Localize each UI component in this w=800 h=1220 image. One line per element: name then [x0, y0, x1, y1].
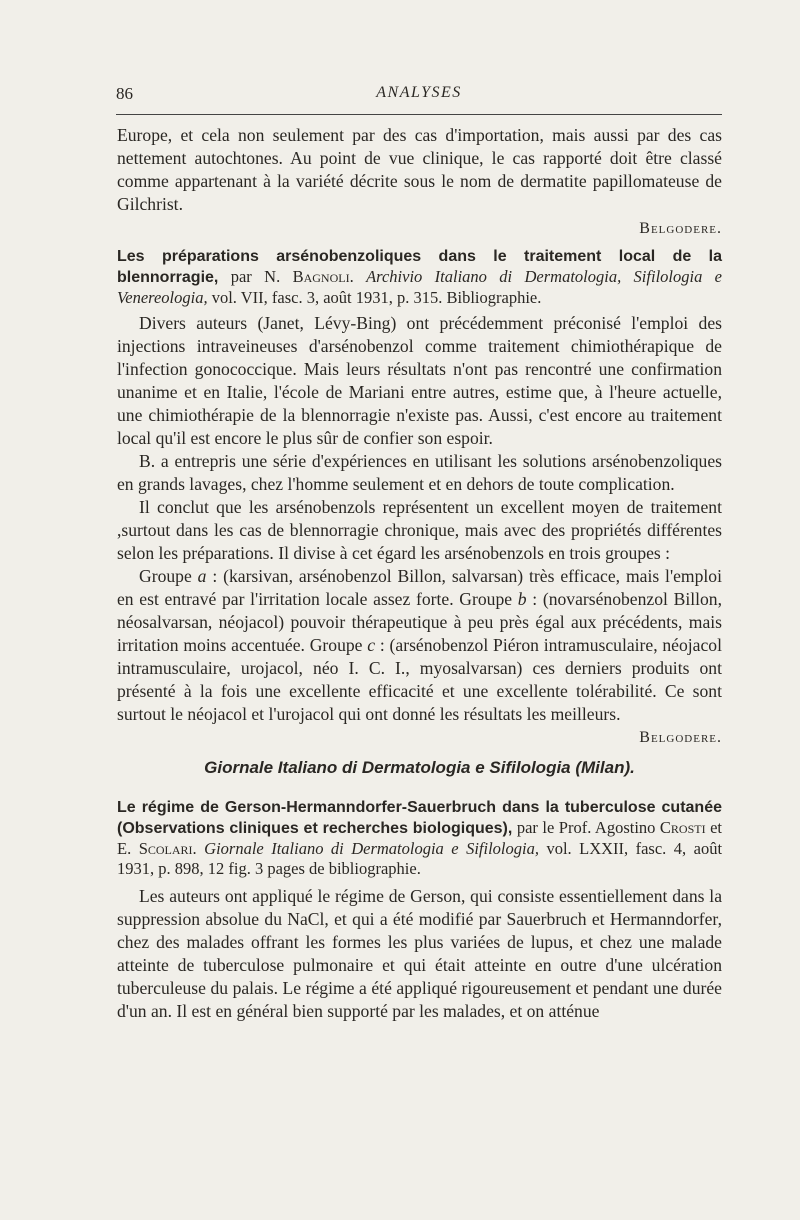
continued-paragraph: Europe, et cela non seulement par des cas d'importation, mais aussi par des cas nettement autochtones. Au point de vue clinique, le cas rapporté doit être classé comme appartenant à la variété décrite sous le nom de dermatite papillomateuse de Gilchrist. [117, 125, 722, 214]
header-rule [116, 114, 722, 115]
article-entry [117, 246, 722, 308]
body-paragraph: Il conclut que les arsénobenzols représentent un excellent moyen de traitement ,surtout dans les cas de blennorragie chronique, mais avec des propriétés différentes selon les préparations. Il divise à cet égard les arsénobenzols en trois groupes : [117, 497, 722, 563]
group-text: : (arsénobenzol Piéron intramusculaire, néojacol intramusculaire, urojacol, néo I. C. I., myosalvarsan) ces derniers produits ont présenté à la fois une excellente efficacité et une excellente tolérabilité. Ce sont surtout le néojacol et l'urojacol qui ont donné les résultats les meilleurs. [117, 635, 722, 724]
journal-name: Giornale Italiano di Dermatologia e Sifilologia, [204, 839, 539, 858]
group-letter: c [367, 635, 376, 655]
citation: vol. VII, fasc. 3, août 1931, p. 315. Bibliographie. [211, 288, 542, 307]
author-name: Bagnoli. [292, 267, 354, 286]
citation: vol. LXXII, fasc. 4, août 1931, p. 898, 12 fig. 3 pages de bibliographie. [117, 839, 723, 878]
signature: Belgodere. [639, 729, 722, 746]
article-title: Le régime de Gerson-Hermanndorfer-Sauerbruch dans la tuberculose cutanée (Observations cliniques et recherches biologiques), [117, 799, 722, 837]
body-paragraph: B. a entrepris une série d'expériences en utilisant les solutions arsénobenzoliques en grands lavages, chez l'homme seulement et en dehors de toute complication. [117, 451, 722, 494]
journal-name: Archivio Italiano di Dermatologia, Sifilologia e Venereologia, [117, 267, 723, 307]
par-text: par le Prof. Agostino [516, 818, 656, 837]
group-text: : (novarsénobenzol Billon, néosalvarsan, néojacol) pouvoir thérapeutique à peu près égal aux précédents, mais irritation moins accentuée. Groupe [117, 589, 722, 655]
article-title: Les préparations arsénobenzoliques dans le traitement local de la blennorragie, [117, 248, 722, 286]
author-name: Crosti [659, 818, 706, 837]
group-letter: a [197, 566, 207, 586]
author-name: Scolari. [138, 839, 197, 858]
body-paragraph: Les auteurs ont appliqué le régime de Gerson, qui consiste essentiellement dans la suppression absolue du NaCl, et qui a été modifié par Sauerbruch et Hermanndorfer, chez des malades offrant les formes les plus variées de lupus, et chez une malade atteinte de tuberculose pulmonaire et qui était atteinte en outre d'une ulcération tuberculeuse du palais. Le régime a été appliqué rigoureusement et pendant une durée d'un an. Il est en général bien supporté par les malades, et on atténue [117, 886, 722, 1021]
signature: Belgodere. [639, 220, 722, 237]
par-text: par N. [230, 267, 281, 286]
journal-heading: Giornale Italiano di Dermatologia e Sifilologia (Milan). [204, 758, 635, 777]
group-text: : (karsivan, arsénobenzol Billon, salvarsan) très efficace, mais l'emploi en est entravé par l'irritation locale assez forte. Groupe [117, 566, 722, 609]
running-title: ANALYSES [376, 84, 462, 101]
article-entry [117, 797, 722, 879]
text-column [117, 124, 722, 1023]
et-text: et E. [117, 818, 723, 858]
groups-paragraph [117, 565, 722, 746]
body-paragraph: Divers auteurs (Janet, Lévy-Bing) ont précédemment préconisé l'emploi des injections intraveineuses d'arsénobenzol comme traitement chimiothérapique de l'infection gonococcique. Mais leurs résultats n'ont pas rencontré une confirmation unanime et en Italie, l'école de Mariani entre autres, estime que, à l'heure actuelle, une chimiothérapie de la blennorragie n'existe pas. Aussi, c'est encore au traitement local qu'il est encore le plus sûr de confier son espoir. [117, 313, 722, 448]
group-letter: b [517, 589, 527, 609]
group-label: Groupe [139, 566, 192, 586]
page-header [116, 84, 722, 108]
page-number: 86 [116, 84, 133, 103]
